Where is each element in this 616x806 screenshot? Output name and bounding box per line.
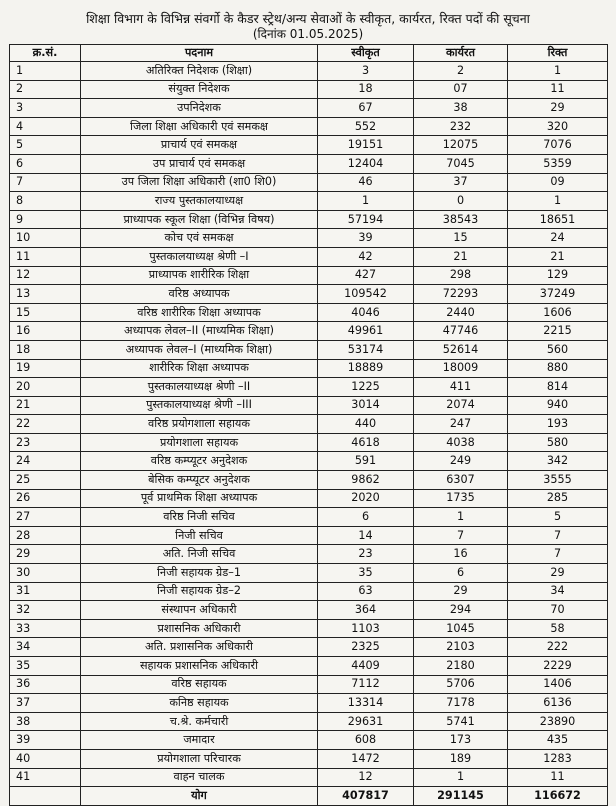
row-working: 1 (414, 508, 508, 527)
row-sanctioned: 552 (318, 117, 414, 136)
row-serial: 11 (10, 247, 81, 266)
row-vacant: 23890 (508, 712, 608, 731)
row-post-name: प्रयोगशाला सहायक (81, 433, 318, 452)
row-working: 29 (414, 582, 508, 601)
row-post-name: निजी सहायक ग्रेड–2 (81, 582, 318, 601)
row-post-name: प्रयोगशाला परिचारक (81, 749, 318, 768)
row-post-name: वरिष्ठ कम्प्यूटर अनुदेशक (81, 452, 318, 471)
table-body (10, 62, 608, 787)
row-working: 189 (414, 749, 508, 768)
row-sanctioned: 67 (318, 99, 414, 118)
row-sanctioned: 18889 (318, 359, 414, 378)
row-serial: 31 (10, 582, 81, 601)
row-serial: 40 (10, 749, 81, 768)
row-working: 2074 (414, 396, 508, 415)
header-serial: क्र.सं. (10, 45, 81, 62)
row-working: 6 (414, 564, 508, 583)
table-row (10, 601, 608, 620)
row-vacant: 29 (508, 564, 608, 583)
row-post-name: राज्य पुस्तकालयाध्यक्ष (81, 192, 318, 211)
row-serial: 13 (10, 285, 81, 304)
row-vacant: 6136 (508, 694, 608, 713)
row-working: 1735 (414, 489, 508, 508)
row-sanctioned: 7112 (318, 675, 414, 694)
row-serial: 23 (10, 433, 81, 452)
table-row (10, 285, 608, 304)
row-post-name: बेसिक कम्प्यूटर अनुदेशक (81, 471, 318, 490)
row-sanctioned: 39 (318, 229, 414, 248)
row-working: 1 (414, 768, 508, 787)
row-working: 249 (414, 452, 508, 471)
row-post-name: अति. निजी सचिव (81, 545, 318, 564)
row-vacant: 21 (508, 247, 608, 266)
row-vacant: 2215 (508, 322, 608, 341)
row-working: 72293 (414, 285, 508, 304)
row-sanctioned: 14 (318, 526, 414, 545)
row-sanctioned: 18 (318, 80, 414, 99)
row-serial: 16 (10, 322, 81, 341)
row-serial: 38 (10, 712, 81, 731)
row-vacant: 320 (508, 117, 608, 136)
row-post-name: निजी सहायक ग्रेड–1 (81, 564, 318, 583)
row-vacant: 580 (508, 433, 608, 452)
row-working: 38 (414, 99, 508, 118)
row-vacant: 70 (508, 601, 608, 620)
row-post-name: अध्यापक लेवल–I (माध्यमिक शिक्षा) (81, 340, 318, 359)
row-serial: 20 (10, 378, 81, 397)
row-sanctioned: 608 (318, 731, 414, 750)
row-vacant: 435 (508, 731, 608, 750)
total-working: 291145 (414, 787, 508, 806)
row-working: 173 (414, 731, 508, 750)
table-row (10, 192, 608, 211)
row-post-name: उपनिदेशक (81, 99, 318, 118)
row-serial: 36 (10, 675, 81, 694)
row-working: 247 (414, 415, 508, 434)
row-working: 07 (414, 80, 508, 99)
row-vacant: 3555 (508, 471, 608, 490)
table-row (10, 657, 608, 676)
table-row (10, 694, 608, 713)
total-row (10, 787, 608, 806)
row-working: 52614 (414, 340, 508, 359)
row-sanctioned: 53174 (318, 340, 414, 359)
row-post-name: संस्थापन अधिकारी (81, 601, 318, 620)
row-vacant: 7 (508, 545, 608, 564)
table-row (10, 62, 608, 81)
row-post-name: अतिरिक्त निदेशक (शिक्षा) (81, 62, 318, 81)
row-sanctioned: 19151 (318, 136, 414, 155)
row-vacant: 5359 (508, 154, 608, 173)
table-row (10, 173, 608, 192)
row-sanctioned: 1225 (318, 378, 414, 397)
row-sanctioned: 23 (318, 545, 414, 564)
row-vacant: 11 (508, 768, 608, 787)
row-sanctioned: 3 (318, 62, 414, 81)
table-row (10, 322, 608, 341)
row-post-name: वरिष्ठ शारीरिक शिक्षा अध्यापक (81, 303, 318, 322)
row-serial: 21 (10, 396, 81, 415)
row-working: 12075 (414, 136, 508, 155)
table-row (10, 210, 608, 229)
row-vacant: 814 (508, 378, 608, 397)
row-serial: 32 (10, 601, 81, 620)
row-vacant: 129 (508, 266, 608, 285)
row-serial: 18 (10, 340, 81, 359)
table-row (10, 303, 608, 322)
row-vacant: 37249 (508, 285, 608, 304)
row-sanctioned: 29631 (318, 712, 414, 731)
table-row (10, 731, 608, 750)
row-post-name: कनिष्ठ सहायक (81, 694, 318, 713)
row-post-name: पुस्तकालयाध्यक्ष श्रेणी –I (81, 247, 318, 266)
row-sanctioned: 440 (318, 415, 414, 434)
row-serial: 22 (10, 415, 81, 434)
row-sanctioned: 57194 (318, 210, 414, 229)
row-working: 18009 (414, 359, 508, 378)
row-serial: 6 (10, 154, 81, 173)
row-working: 0 (414, 192, 508, 211)
row-post-name: वरिष्ठ प्रयोगशाला सहायक (81, 415, 318, 434)
row-working: 38543 (414, 210, 508, 229)
row-vacant: 34 (508, 582, 608, 601)
row-serial: 28 (10, 526, 81, 545)
row-post-name: प्रशासनिक अधिकारी (81, 619, 318, 638)
row-serial: 29 (10, 545, 81, 564)
row-post-name: उप जिला शिक्षा अधिकारी (शा0 शि0) (81, 173, 318, 192)
row-sanctioned: 49961 (318, 322, 414, 341)
table-row (10, 136, 608, 155)
document-title: शिक्षा विभाग के विभिन्न संवर्गो के कैडर स्ट्रेथ/अन्य सेवाओं के स्वीकृत, कार्यरत, रिक्त पदों की सूचना (86, 11, 530, 26)
row-vacant: 880 (508, 359, 608, 378)
row-vacant: 342 (508, 452, 608, 471)
row-serial: 15 (10, 303, 81, 322)
row-vacant: 193 (508, 415, 608, 434)
table-row (10, 266, 608, 285)
row-working: 1045 (414, 619, 508, 638)
row-vacant: 1 (508, 62, 608, 81)
row-working: 7178 (414, 694, 508, 713)
row-post-name: सहायक प्रशासनिक अधिकारी (81, 657, 318, 676)
row-serial: 7 (10, 173, 81, 192)
row-working: 37 (414, 173, 508, 192)
row-vacant: 1283 (508, 749, 608, 768)
table-row (10, 117, 608, 136)
row-working: 298 (414, 266, 508, 285)
row-vacant: 2229 (508, 657, 608, 676)
row-post-name: जिला शिक्षा अधिकारी एवं समकक्ष (81, 117, 318, 136)
row-post-name: प्राध्यापक स्कूल शिक्षा (विभिन्न विषय) (81, 210, 318, 229)
row-post-name: अति. प्रशासनिक अधिकारी (81, 638, 318, 657)
row-sanctioned: 2325 (318, 638, 414, 657)
row-working: 2103 (414, 638, 508, 657)
total-sanctioned: 407817 (318, 787, 414, 806)
row-vacant: 18651 (508, 210, 608, 229)
table-row (10, 247, 608, 266)
header-vacant: रिक्त (508, 45, 608, 62)
table-row (10, 582, 608, 601)
row-sanctioned: 1 (318, 192, 414, 211)
row-working: 15 (414, 229, 508, 248)
row-sanctioned: 364 (318, 601, 414, 620)
row-post-name: च.श्रे. कर्मचारी (81, 712, 318, 731)
row-post-name: उप प्राचार्य एवं समकक्ष (81, 154, 318, 173)
row-sanctioned: 2020 (318, 489, 414, 508)
row-post-name: वाहन चालक (81, 768, 318, 787)
table-row (10, 99, 608, 118)
table-row (10, 749, 608, 768)
row-sanctioned: 1472 (318, 749, 414, 768)
row-post-name: अध्यापक लेवल–II (माध्यमिक शिक्षा) (81, 322, 318, 341)
total-label: योग (81, 787, 318, 806)
table-row (10, 154, 608, 173)
row-working: 16 (414, 545, 508, 564)
row-serial: 24 (10, 452, 81, 471)
row-post-name: वरिष्ठ निजी सचिव (81, 508, 318, 527)
row-sanctioned: 109542 (318, 285, 414, 304)
row-post-name: जमादार (81, 731, 318, 750)
row-vacant: 1 (508, 192, 608, 211)
header-post-name: पदनाम (81, 45, 318, 62)
row-post-name: वरिष्ठ अध्यापक (81, 285, 318, 304)
table-row (10, 768, 608, 787)
row-vacant: 285 (508, 489, 608, 508)
row-vacant: 1606 (508, 303, 608, 322)
row-serial: 35 (10, 657, 81, 676)
row-sanctioned: 4409 (318, 657, 414, 676)
posts-table (9, 44, 608, 806)
row-sanctioned: 591 (318, 452, 414, 471)
row-vacant: 11 (508, 80, 608, 99)
row-serial: 4 (10, 117, 81, 136)
table-row (10, 619, 608, 638)
row-vacant: 1406 (508, 675, 608, 694)
row-working: 6307 (414, 471, 508, 490)
row-post-name: कोच एवं समकक्ष (81, 229, 318, 248)
row-serial: 19 (10, 359, 81, 378)
table-row (10, 433, 608, 452)
row-serial: 2 (10, 80, 81, 99)
document-date: (दिनांक 01.05.2025) (252, 27, 364, 41)
row-vacant: 560 (508, 340, 608, 359)
row-post-name: संयुक्त निदेशक (81, 80, 318, 99)
row-serial: 26 (10, 489, 81, 508)
table-row (10, 638, 608, 657)
row-vacant: 29 (508, 99, 608, 118)
row-serial: 30 (10, 564, 81, 583)
row-post-name: पुस्तकालयाध्यक्ष श्रेणी –II (81, 378, 318, 397)
row-serial: 3 (10, 99, 81, 118)
row-serial: 10 (10, 229, 81, 248)
table-row (10, 564, 608, 583)
row-sanctioned: 12 (318, 768, 414, 787)
table-row (10, 712, 608, 731)
row-serial: 9 (10, 210, 81, 229)
row-working: 411 (414, 378, 508, 397)
row-sanctioned: 3014 (318, 396, 414, 415)
row-serial: 1 (10, 62, 81, 81)
table-row (10, 80, 608, 99)
row-sanctioned: 4046 (318, 303, 414, 322)
row-working: 21 (414, 247, 508, 266)
table-row (10, 415, 608, 434)
row-vacant: 7076 (508, 136, 608, 155)
header-sanctioned: स्वीकृत (318, 45, 414, 62)
table-row (10, 675, 608, 694)
header-working: कार्यरत (414, 45, 508, 62)
table-row (10, 526, 608, 545)
row-serial: 12 (10, 266, 81, 285)
row-sanctioned: 427 (318, 266, 414, 285)
table-row (10, 489, 608, 508)
row-working: 2440 (414, 303, 508, 322)
row-working: 232 (414, 117, 508, 136)
table-row (10, 359, 608, 378)
row-vacant: 7 (508, 526, 608, 545)
row-working: 2 (414, 62, 508, 81)
row-serial: 5 (10, 136, 81, 155)
row-serial: 33 (10, 619, 81, 638)
row-sanctioned: 4618 (318, 433, 414, 452)
row-post-name: शारीरिक शिक्षा अध्यापक (81, 359, 318, 378)
row-working: 7045 (414, 154, 508, 173)
row-serial: 34 (10, 638, 81, 657)
total-serial (10, 787, 81, 806)
row-vacant: 222 (508, 638, 608, 657)
row-working: 5741 (414, 712, 508, 731)
row-serial: 27 (10, 508, 81, 527)
row-sanctioned: 63 (318, 582, 414, 601)
table-row (10, 452, 608, 471)
row-vacant: 58 (508, 619, 608, 638)
row-working: 4038 (414, 433, 508, 452)
row-post-name: पूर्व प्राथमिक शिक्षा अध्यापक (81, 489, 318, 508)
row-post-name: प्राचार्य एवं समकक्ष (81, 136, 318, 155)
row-sanctioned: 9862 (318, 471, 414, 490)
total-vacant: 116672 (508, 787, 608, 806)
table-row (10, 508, 608, 527)
row-sanctioned: 12404 (318, 154, 414, 173)
table-row (10, 396, 608, 415)
row-working: 7 (414, 526, 508, 545)
table-row (10, 471, 608, 490)
row-serial: 25 (10, 471, 81, 490)
row-sanctioned: 1103 (318, 619, 414, 638)
row-serial: 37 (10, 694, 81, 713)
row-serial: 8 (10, 192, 81, 211)
row-sanctioned: 13314 (318, 694, 414, 713)
row-post-name: प्राध्यापक शारीरिक शिक्षा (81, 266, 318, 285)
row-vacant: 5 (508, 508, 608, 527)
row-vacant: 09 (508, 173, 608, 192)
row-serial: 39 (10, 731, 81, 750)
table-row (10, 378, 608, 397)
row-sanctioned: 35 (318, 564, 414, 583)
row-post-name: निजी सचिव (81, 526, 318, 545)
row-sanctioned: 46 (318, 173, 414, 192)
row-vacant: 24 (508, 229, 608, 248)
row-working: 47746 (414, 322, 508, 341)
table-header-row (10, 45, 608, 62)
row-serial: 41 (10, 768, 81, 787)
table-row (10, 229, 608, 248)
row-working: 2180 (414, 657, 508, 676)
row-sanctioned: 6 (318, 508, 414, 527)
table-row (10, 340, 608, 359)
row-vacant: 940 (508, 396, 608, 415)
row-post-name: वरिष्ठ सहायक (81, 675, 318, 694)
row-post-name: पुस्तकालयाध्यक्ष श्रेणी –III (81, 396, 318, 415)
table-row (10, 545, 608, 564)
row-working: 294 (414, 601, 508, 620)
row-working: 5706 (414, 675, 508, 694)
document-page (9, 0, 607, 806)
row-sanctioned: 42 (318, 247, 414, 266)
